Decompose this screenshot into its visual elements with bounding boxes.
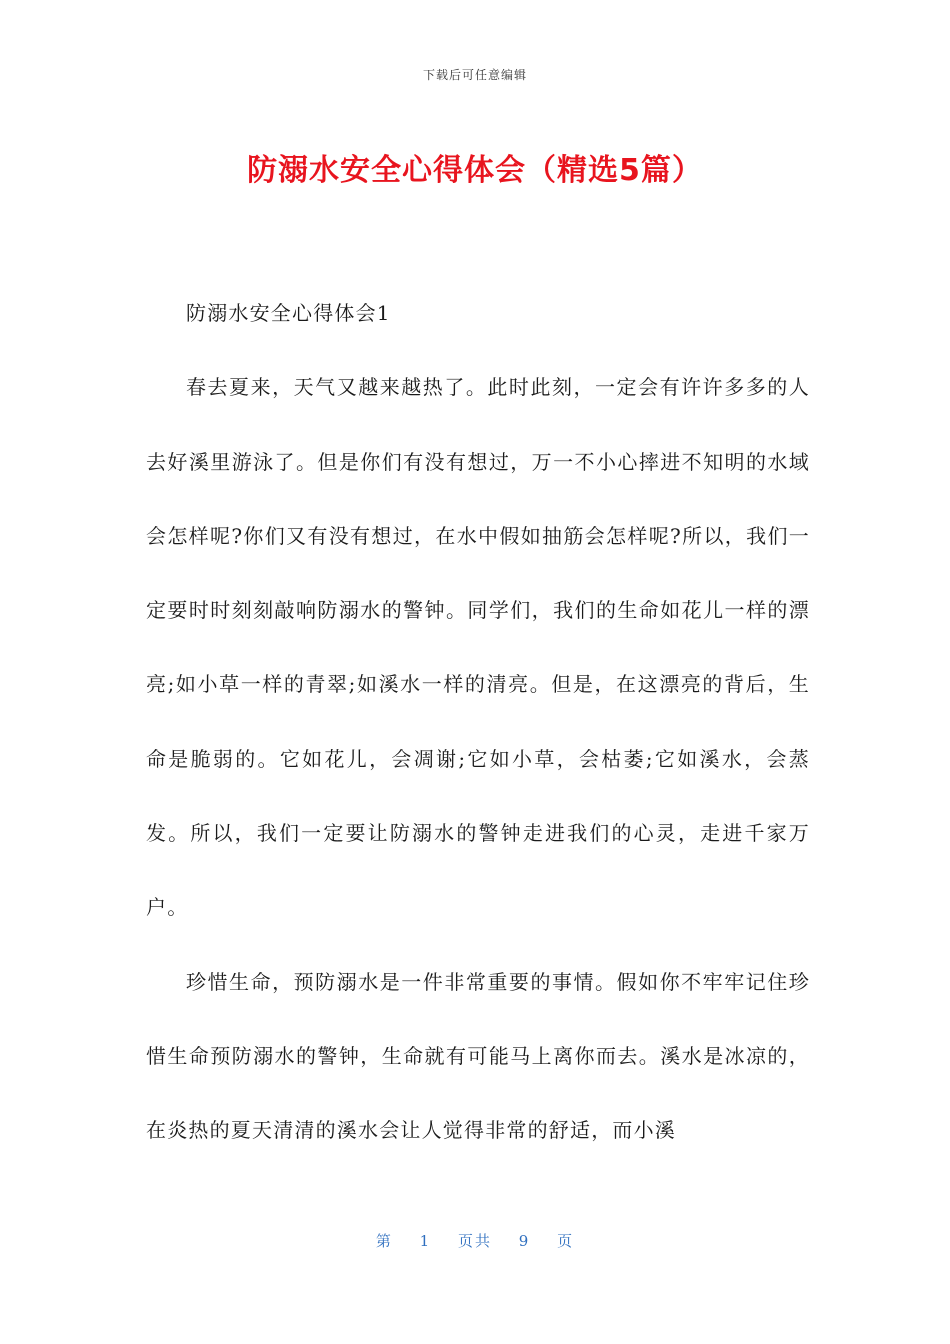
page-header-note: 下载后可任意编辑 [422, 68, 527, 82]
document-title: 防溺水安全心得体会（精选5篇） [247, 153, 703, 188]
section-heading: 防溺水安全心得体会1 [186, 301, 391, 325]
page-footer-pagination: 第 1 页共 9 页 [375, 1232, 575, 1250]
document-body [146, 276, 810, 1168]
body-paragraph: 春去夏来，天气又越来越热了。此时此刻，一定会有许许多多的人去好溪里游泳了。但是你们有没有想过，万一不小心摔进不知明的水域会怎样呢?你们又有没有想过，在水中假如抽筋会怎样呢?所以，我们一定要时时刻刻敲响防溺水的警钟。同学们，我们的生命如花儿一样的漂亮;如小草一样的青翠;如溪水一样的清亮。但是，在这漂亮的背后，生命是脆弱的。它如花儿，会凋谢;它如小草，会枯萎;它如溪水，会蒸发。所以，我们一定要让防溺水的警钟走进我们的心灵，走进千家万户。 [146, 375, 810, 920]
body-paragraph: 珍惜生命，预防溺水是一件非常重要的事情。假如你不牢牢记住珍惜生命预防溺水的警钟，生命就有可能马上离你而去。溪水是冰凉的，在炎热的夏天清清的溪水会让人觉得非常的舒适，而小溪 [146, 969, 810, 1143]
